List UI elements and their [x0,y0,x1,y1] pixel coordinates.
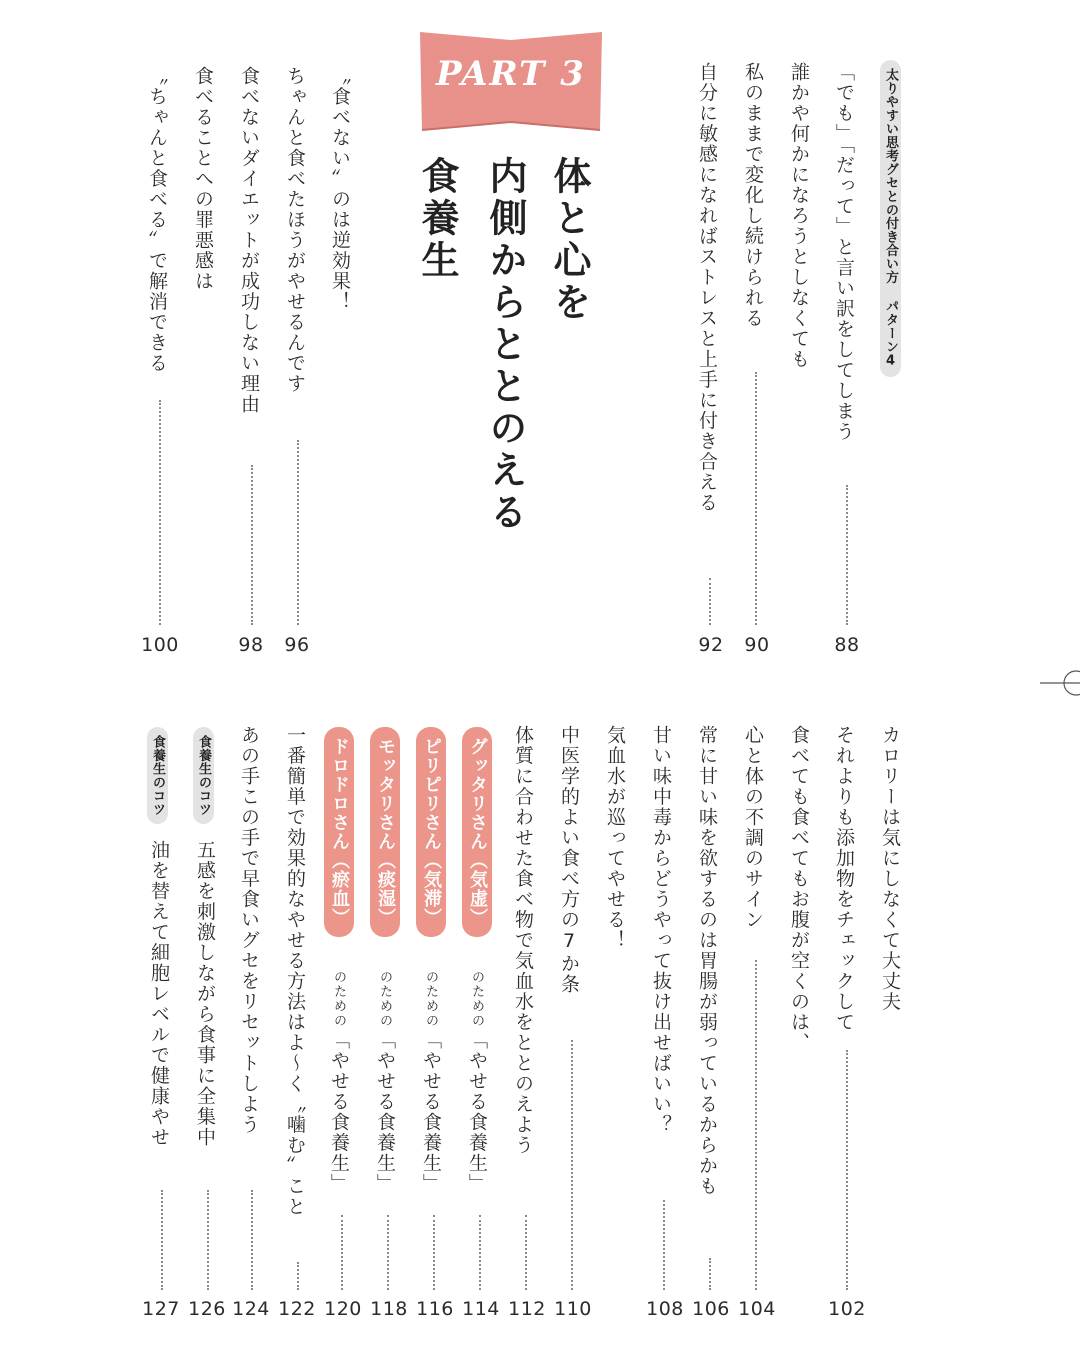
section-pill-pattern4: 太りやすい思考グセとの付き合い方 パターン4 [880,60,901,377]
toc-entry[interactable]: 「やせる食養生」 [374,1030,396,1194]
toc-leader [755,960,757,1290]
type-pill-mottari: モッタリさん（痰湿） [370,727,400,937]
page-number: 100 [141,634,179,656]
part-title-line: 食養生 [415,156,459,282]
toc-entry[interactable]: ちゃんと食べたほうがやせるんです [284,66,306,394]
toc-entry[interactable]: 食べても食べてもお腹が空くのは、 [788,725,810,1053]
toc-entry[interactable]: 油を替えて細胞レベルで健康やせ [148,840,170,1148]
part-title-line: 体と心を [547,156,591,324]
toc-leader [161,1190,163,1290]
toc-entry[interactable]: のための [331,970,346,1028]
part-label: PART 3 [436,54,586,94]
toc-entry[interactable]: 自分に敏感になればストレスと上手に付き合える [696,62,718,513]
page-number: 122 [278,1298,316,1320]
part-badge [416,26,606,136]
toc-leader [846,485,848,625]
toc-entry[interactable]: 〝ちゃんと食べる〟で解消できる [146,66,168,374]
toc-entry[interactable]: あの手この手で早食いグセをリセットしよう [238,725,260,1135]
toc-leader [341,1215,343,1290]
toc-leader [207,1190,209,1290]
tip-pill: 食養生のコツ [147,727,168,824]
toc-leader [251,1190,253,1290]
page-number: 118 [370,1298,408,1320]
toc-entry[interactable]: 体質に合わせた食べ物で気血水をととのえよう [512,725,534,1156]
toc-entry[interactable]: 「やせる食養生」 [420,1030,442,1194]
page-number: 96 [284,634,310,656]
toc-leader [663,1200,665,1290]
toc-entry[interactable]: 気血水が巡ってやせる！ [604,725,626,951]
toc-leader [433,1215,435,1290]
toc-entry[interactable]: 甘い味中毒からどうやって抜け出せばいい？ [650,725,672,1135]
toc-leader [525,1215,527,1290]
toc-entry[interactable]: 「でも」「だって」と言い訳をしてしまう [833,62,855,442]
page-number: 90 [744,634,770,656]
toc-entry[interactable]: それよりも添加物をチェックして [833,725,855,1033]
toc-entry[interactable]: 一番簡単で効果的なやせる方法はよ〜く〝噛む〟こと [284,725,306,1217]
page-number: 106 [692,1298,730,1320]
page-number: 92 [698,634,724,656]
toc-entry[interactable]: カロリーは気にしなくて大丈夫 [879,725,901,1012]
page-number: 102 [828,1298,866,1320]
part-title-line: 内側からととのえる [483,156,527,534]
toc-entry[interactable]: 食べないダイエットが成功しない理由 [238,66,260,415]
toc-entry[interactable]: 食べることへの罪悪感は [192,66,214,292]
page-number: 98 [238,634,264,656]
toc-leader [297,1262,299,1290]
page-number: 104 [738,1298,776,1320]
page-number: 108 [646,1298,684,1320]
toc-leader [709,1258,711,1290]
toc-leader [159,400,161,625]
toc-leader [709,578,711,625]
page-number: 127 [142,1298,180,1320]
toc-entry[interactable]: 私のままで変化し続けられる [742,62,764,329]
tip-pill: 食養生のコツ [193,727,214,824]
toc-leader [846,1050,848,1290]
type-pill-piripiri: ピリピリさん（気滞） [416,727,446,937]
toc-entry[interactable]: のための [423,970,438,1028]
page-number: 124 [232,1298,270,1320]
toc-entry[interactable]: 五感を刺激しながら食事に全集中 [194,840,216,1148]
page-number: 126 [188,1298,226,1320]
toc-entry[interactable]: 心と体の不調のサイン [742,725,764,930]
toc-leader [297,440,299,625]
toc-entry[interactable]: のための [377,970,392,1028]
type-pill-dorodoro: ドロドロさん（瘀血） [324,727,354,937]
page-number: 112 [508,1298,546,1320]
toc-leader [479,1215,481,1290]
toc-leader [251,465,253,625]
toc-entry[interactable]: 〝食べない〟のは逆効果！ [329,66,351,312]
toc-entry[interactable]: のための [469,970,484,1028]
registration-mark-icon [1040,663,1080,703]
toc-leader [755,372,757,625]
page-number: 120 [324,1298,362,1320]
toc-entry[interactable]: 「やせる食養生」 [328,1030,350,1194]
toc-entry[interactable]: 常に甘い味を欲するのは胃腸が弱っているからかも [696,725,718,1197]
toc-entry[interactable]: 中医学的よい食べ方の7か条 [558,725,580,995]
toc-leader [571,1040,573,1290]
page-number: 114 [462,1298,500,1320]
toc-entry[interactable]: 誰かや何かになろうとしなくても [788,62,810,370]
page-number: 110 [554,1298,592,1320]
toc-entry[interactable]: 「やせる食養生」 [466,1030,488,1194]
toc-leader [387,1215,389,1290]
page-number: 116 [416,1298,454,1320]
page-number: 88 [834,634,860,656]
type-pill-gutari: グッタリさん（気虚） [462,727,492,937]
